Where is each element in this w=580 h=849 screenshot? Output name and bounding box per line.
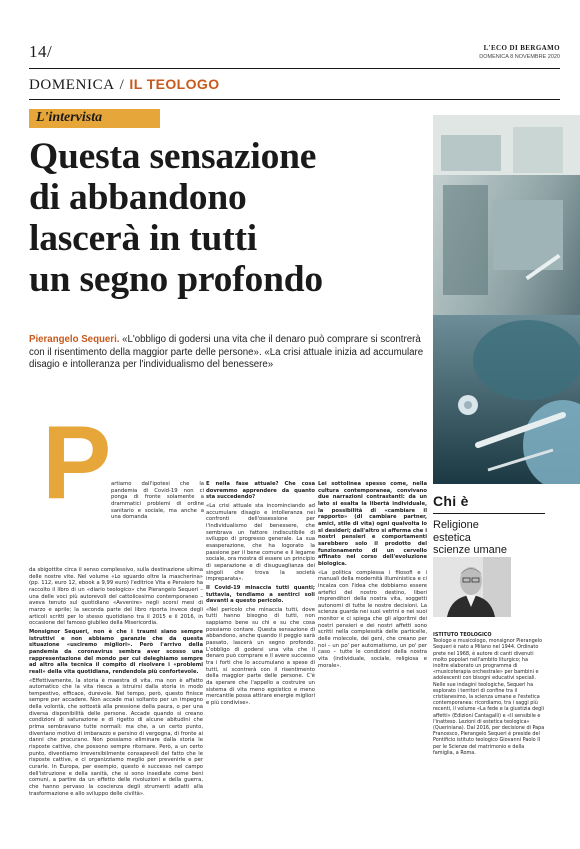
article-tag: L'intervista <box>29 109 160 128</box>
question: Il Covid-19 minaccia tutti quanti; tuttavia, tendiamo a sentirci soli davanti a questo pericolo. <box>206 584 315 605</box>
sidebar-bio <box>433 632 545 756</box>
sidebar-role <box>433 519 559 557</box>
question: E nella fase attuale? Che cosa dovremmo apprendere da quanto sta succedendo? <box>206 481 315 501</box>
bio-text: Teologo e musicologo, monsignor Pierangelo Sequeri è nato a Milano nel 1944. Ordinato prete nel 1968, è autore di canti divenuti molto popolari nell'ambito liturgico; ha inoltre elaborato un programma di «musicoterapia orchestrale» per bambini e adolescenti con bisogni educativi speciali. Nelle sue indagini teologiche, Sequeri ha esplorato i territori di confine tra il cristianesimo, la scienza umane e l'estetica contemporanea: ricordiamo, tra i saggi più recenti, il volume «La fede e la giustizia degli affetti» (Edizioni Cantagalli) e «Il sensibile e l'inatteso. Lezioni di estetica teologica» (Queriniana). Dal 2016, per decisione di Papa Francesco, Pierangelo Sequeri è preside del Pontificio istituto teologico Giovanni Paolo II per le Scienze del matrimonio e della famiglia, a Roma. <box>433 638 545 756</box>
answer: «La politica complessa i filosofi e i manuali della modernità illuministica e ci incalza con l'idea che dobbiamo essere artefici del nostro destino, liberi imprenditori della nostra vita, soggetti autonomi di tutte le nostre decisioni. La scienza guarda nei suoi vetrini e nei suoi monitor e ci spiega che gli algoritmi dei nostri pensieri e dei nostri affetti sono scritti nella complessità delle particelle, delle molecole, dei geni, che creano per noi – un po' per automatismo, un po' per caso – tutte le condizioni della nostra vita (individuale, sociale, religiosa e morale». <box>318 569 427 669</box>
headline-line: di abbandono <box>29 177 247 218</box>
role-line: Religione <box>433 519 479 531</box>
section-sub: IL TEOLOGO <box>129 76 220 92</box>
section-rule <box>29 99 560 100</box>
question: Monsignor Sequeri, non è che i traumi siano sempre istruttivi e non abbiamo garanzie che da questa situazione «usciremo migliori». Però l'arrivo della pandemia da coronavirus sembra aver scosso una rappresentazione del mondo per cui deleghiamo sempre ad altro alla tecnica il compito di risolvere i «problemi reali» della vita quotidiana, rendendola più confortevole. <box>29 628 203 675</box>
portrait-illustration <box>433 557 511 617</box>
author-portrait <box>433 557 511 617</box>
issue-date: DOMENICA 8 NOVEMBRE 2020 <box>479 54 560 60</box>
body-column-1-top <box>111 481 204 523</box>
answer: «La crisi attuale sta incominciando ad accumulare disagio e intolleranza nei confronti dell'ossessione per l'individualismo del benessere, che sembrava un fattore indiscutibile di sviluppo di progresso generale. La sua esasperazione, che ha logorato la passione per il bene comune e il legame sociale, ora mostra di essere un principio di separazione e di disuguaglianza dei singoli che trova la società impreparata». <box>206 502 315 583</box>
masthead <box>479 44 560 62</box>
answer: «Effettivamente, la storia è maestra di vita, ma non è affatto automatico che la vita riesca a istruirsi dalla storia in modo tempestivo, efficace, durevole. Nel tempo, però, questo finisce sempre per accadere. Non accade mai soltanto per un impegno della volontà, che sottostà alla pressione della paura, o per una diversa disponibilità delle persone. Accade quando si creano condizioni di saturazione e di rigetto di alcune abitudini che prima sembravano tutte normali: ma che, a un certo punto, diventano motivo di imbarazzo e persino di vergogna, di fronte ai danni che procurano. Non possiamo eliminare dalla storia le risposte cattive, che possono sempre ritornare. Però, a un certo punto, diventiamo irreversibilmente consapevoli del fatto che le risposte cattive, e ci organizziamo meglio per prevenirle e per curarle. In Europa, per esempio, questo è successo nel campo dell'istruzione e della sanità, che si sono insediate come beni comuni, a partire da un effetto delle rivoluzioni e della guerra, che hanno pervaso la coscienza degli strumenti adatti alla trasformazione e allo sviluppo delle civiltà». <box>29 677 203 797</box>
body-column-1 <box>29 567 203 799</box>
body-column-2 <box>206 481 315 709</box>
sidebar-box <box>433 493 559 557</box>
lede <box>29 334 424 372</box>
section-divider: / <box>119 77 125 93</box>
question: Lei sottolinea spesso come, nella cultura contemporanea, convivano due narrazioni contrastanti: da un lato si esalta la libertà individuale, la possibilità di «cambiare il rapporto» (di cambiare partner, amici, stile di vita) ogni qualvolta lo si desideri; dall'altro si afferma che i nostri pensieri e comportamenti sarebbero solo il prodotto del funzionamento di un cervello affinato nel corso dell'evoluzione biologica. <box>318 481 427 567</box>
lede-author: Pierangelo Sequeri. <box>29 334 120 345</box>
lede-text: «L'obbligo di godersi una vita che il denaro può comprare si scontrerà con il risentimento della maggior parte delle persone». «La crisi attuale inizia ad accumulare disagio e intolleranza per l'individualismo del benessere» <box>29 334 424 371</box>
headline-line: un segno profondo <box>29 259 323 300</box>
bio-heading: ISTITUTO TEOLOGICO <box>433 632 492 638</box>
answer: «Nel pericolo che minaccia tutti, dove tutti hanno bisogno di tutti, non sappiamo bene su chi e su che cosa possiamo contare. Questa sensazione di abbandono, anche quando il peggio sarà passato, lascerà un segno profondo. L'obbligo di godersi una vita che il denaro può comprare e il avere successo tra i forti che lo accumulano a spese di tutti, si scontrerà con il risentimento della maggior parte delle persone. C'è da sperare che l'appello a costruire un sistema di vita meno egoistico e meno mercantile possa attirare energie migliori e più condivise». <box>206 606 315 706</box>
role-line: scienze umane <box>433 544 507 556</box>
top-rule <box>29 68 560 69</box>
drop-cap: P <box>42 405 112 521</box>
newspaper-title: L'ECO DI BERGAMO <box>483 44 560 52</box>
hospital-photo <box>433 115 580 484</box>
role-line: estetica <box>433 531 471 544</box>
headline-line: lascerà in tutti <box>29 218 258 259</box>
body-paragraph: da sbigottite circa il senso complessivo, sulla destinazione ultima delle nostre vite. Nel volume «Lo sguardo oltre la mascherina» (pp. 112, euro 12, ebook a 9,99 euro) l'editrice Vita e Pensiero ha raccolto il libro di un «diario teologico» che Pierangelo Sequeri – una delle voci più autorevoli del cattolicesimo contemporaneo – aveva tenuto sul quotidiano «Avvenire» negli scorsi mesi di marzo e aprile; la seconda parte del libro riporta invece degli articoli scritti per lo stesso quotidiano tra il 2015 e il 2016, in occasione del famoso giubileo della Misericordia. <box>29 567 203 627</box>
body-column-3 <box>318 481 427 671</box>
headline <box>29 136 429 300</box>
section-header <box>29 76 220 94</box>
page-number: 14/ <box>29 42 53 61</box>
hospital-photo-illustration <box>433 115 580 484</box>
headline-line: Questa sensazione <box>29 136 317 177</box>
sidebar-heading: Chi è <box>433 493 545 514</box>
body-paragraph: artiamo dall'ipotesi che la pandemia di Covid-19 non ci ponga di fronte solamente a drammatici problemi di ordine sanitario e sociale, ma anche a una domanda <box>111 481 204 521</box>
section-main: DOMENICA <box>29 77 115 93</box>
